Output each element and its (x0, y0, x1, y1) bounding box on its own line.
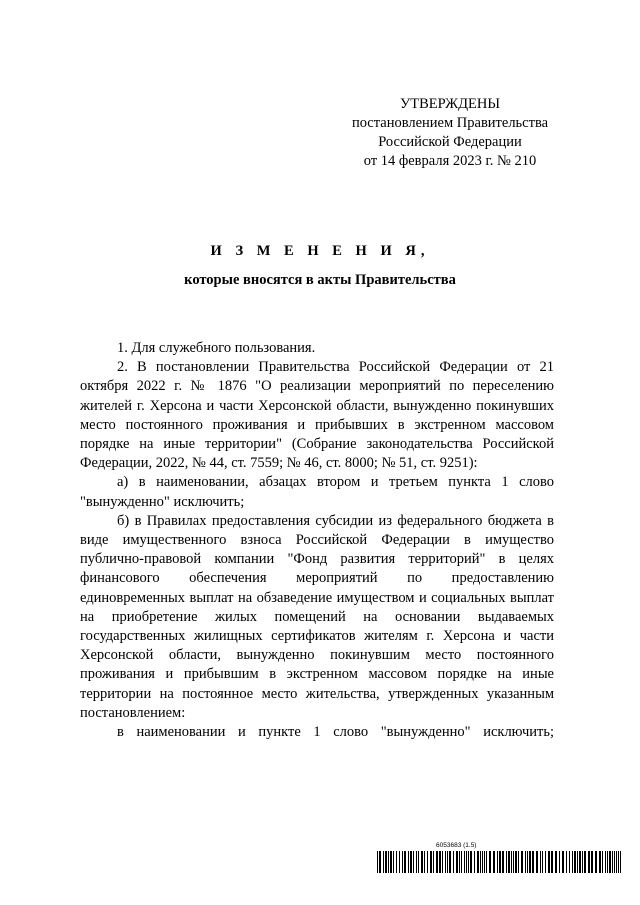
approval-title: УТВЕРЖДЕНЫ (399, 96, 501, 112)
barcode-icon (377, 851, 621, 873)
approval-authority: постановлением Правительства (351, 115, 549, 131)
barcode-id: 6053683 (1.5) (436, 842, 477, 849)
document-title: И З М Е Н Е Н И Я, (210, 243, 430, 259)
document-heading (0, 242, 640, 290)
document-body (80, 339, 554, 742)
document-subtitle: которые вносятся в акты Правительства (184, 272, 456, 288)
approval-country: Российской Федерации (378, 134, 522, 150)
approval-stamp (300, 95, 600, 171)
paragraph-2b: б) в Правилах предоставления субсидии из федерального бюджета в виде имущественного взноса Российской Федерации в имущество публично-правовой компании "Фонд развития территорий" в целях финансового обеспечения мероприятий по предоставлению единовременных выплат на обзаведение имуществом и социальных выплат на приобретение жилых помещений на основании выдаваемых государственных жилищных сертификатов жителям г. Херсона и части Херсонской области, вынужденно покинувшим место постоянного проживания и прибывшим в экстренном массовом порядке на иные территории на постоянное место жительства, утвержденных указанным постановлением: (80, 512, 554, 721)
paragraph-2: 2. В постановлении Правительства Российской Федерации от 21 октября 2022 г. № 1876 "О реализации мероприятий по переселению жителей г. Херсона и части Херсонской области, вынужденно покинувших место постоянного проживания и прибывших в экстренном массовом порядке на иные территории" (Собрание законодательства Российской Федерации, 2022, № 44, ст. 7559; № 46, ст. 8000; № 51, ст. 9251): (80, 359, 554, 472)
paragraph-2b-item: в наименовании и пункте 1 слово "вынужденно" исключить; (117, 724, 554, 741)
paragraph-1: 1. Для служебного пользования. (117, 340, 316, 356)
paragraph-2a: а) в наименовании, абзацах втором и третьем пункта 1 слово "вынужденно" исключить; (80, 474, 554, 510)
approval-date-number: от 14 февраля 2023 г. № 210 (363, 153, 537, 169)
